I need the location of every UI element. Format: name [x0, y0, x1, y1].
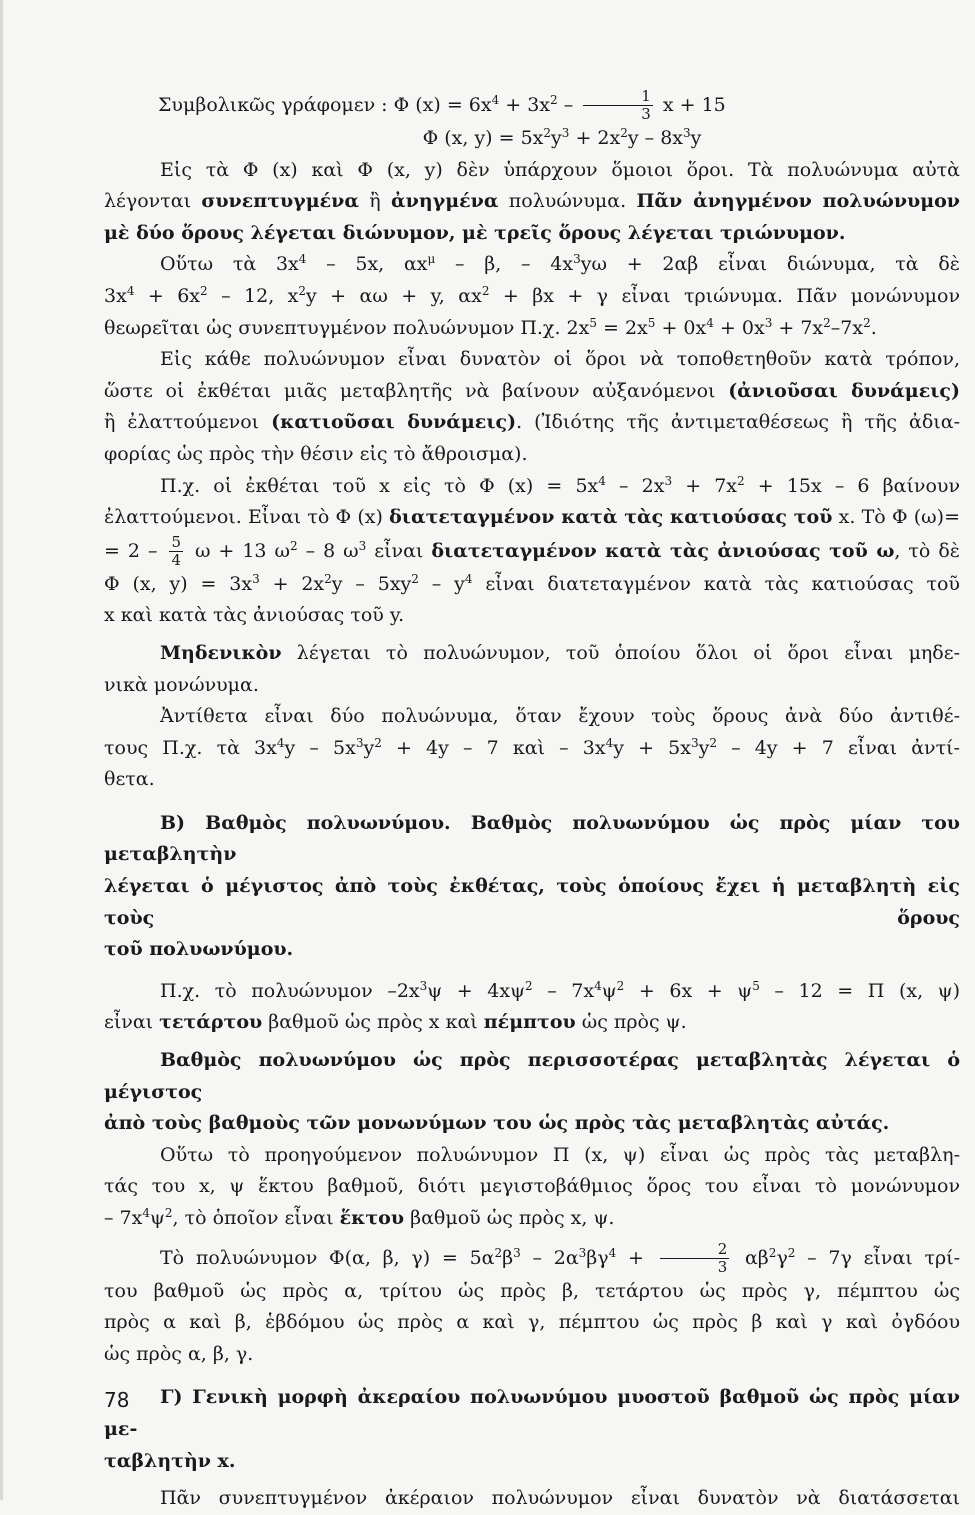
fraction-two-thirds: $\frac{2}{3}$: [660, 1241, 730, 1276]
section-b-degree: Β) Βαθμὸς πολυωνύμου. Βαθμὸς πολυωνύμου ὡς πρὸς μίαν του μεταβλητὴν λέγεται ὁ μέγιστος ἀπὸ τοὺς ἐκθέτας, τοὺς ὁποίους ἔχει ἡ μεταβλητὴ εἰς τοὺς ὅρους τοῦ πολυωνύμου.: [104, 811, 960, 961]
paragraph-degree-example: Π.χ. τὸ πολυώνυμον $-2x^3\psi + 4x\psi^2 - 7x^4\psi^2 + 6x + \psi^5 - 12 = \Pi$ (x, ψ) εἶναι τετάρτου βαθμοῦ ὡς πρὸς x καὶ πέμπτου ὡς πρὸς ψ.: [104, 978, 961, 1034]
page-edge-shadow: [0, 0, 3, 1500]
paragraph-phi-abc: Τὸ πολυώνυμον Φ(α, β, $\gamma) = 5\alpha^2\beta^3 - 2\alpha^3\beta\gamma^4$ + $\frac{2}{3}$ $\alpha\beta^2\gamma^2 - 7\gamma$ εἶναι τρί- του βαθμοῦ ὡς πρὸς α, τρίτου ὡς πρὸς β, τετάρτου ὡς πρὸς γ, πέμπτου ὡς πρὸς α καὶ β, ἑβδόμου ὡς πρὸς α καὶ γ, πέμπτου ὡς πρὸς β καὶ γ καὶ ὀγδόου ὡς πρὸς α, β, γ.: [104, 1239, 961, 1365]
paragraph-zero-polynomial: Μηδενικὸν λέγεται τὸ πολυώνυμον, τοῦ ὁποίου ὅλοι οἱ ὅροι εἶναι μηδε- νικὰ μονώνυμα.: [104, 641, 960, 696]
fraction-five-quarters: $\frac{5}{4}$: [171, 532, 181, 569]
formula-phi-x: Συμβολικῶς γράφομεν : Φ $(x) = 6x^4 + 3x^2$ – $\frac{1}{3}$ x + 15: [158, 87, 726, 123]
page-number: 78: [104, 1388, 130, 1412]
paragraph-general-form: Πᾶν συνεπτυγμένον ἀκέραιον πολυώνυμον εἶναι δυνατὸν νὰ διατάσσεται: [160, 1487, 960, 1510]
paragraph-binomials-trinomials: Οὕτω τὰ $3x^4 - 5x$, $\alpha x^\mu$ – β, – $4x^3y\omega + 2\alpha\beta$ εἶναι διώνυμα, τὰ δὲ $3x^4 + 6x^2 - 12$, $x^2y + \alpha\omega + y$, $\alpha x^2 + \beta x + \gamma$ εἶναι τριώνυμα. Πᾶν μονώνυμον θεωρεῖται ὡς συνεπτυγμένον πολυώνυμον Π.χ. $2x^5 = 2x^5 + 0x^4 + 0x^3 + 7x^2-7x^2$.: [104, 252, 960, 339]
paragraph-reduced-polynomials: Εἰς τὰ Φ (x) καὶ Φ (x, y) δὲν ὑπάρχουν ὅμοιοι ὅροι. Τὰ πολυώνυμα αὐτὰ λέγονται συνεπτυγμένα ἢ ἀνηγμένα πολυώνυμα. Πᾶν ἀνηγμένον πολυώνυμον μὲ δύο ὅρους λέγεται διώνυμον, μὲ τρεῖς ὅρους λέγεται τριώνυμον.: [104, 158, 960, 244]
paragraph-opposite-polynomials: Ἀντίθετα εἶναι δύο πολυώνυμα, ὅταν ἔχουν τοὺς ὅρους ἀνὰ δύο ἀντιθέ- τους Π.χ. τὰ $3x^4y - 5x^3y^2 + 4y - 7$ καὶ – $3x^4y + 5x^3y^2 - 4y + 7$ εἶναι ἀντί- θετα.: [104, 705, 960, 791]
paragraph-ordering: Εἰς κάθε πολυώνυμον εἶναι δυνατὸν οἱ ὅροι νὰ τοποθετηθοῦν κατὰ τρόπον, ὥστε οἱ ἐκθέται μιᾶς μεταβλητῆς νὰ βαίνουν αὐξανόμενοι (ἀνιοῦσαι δυνάμεις) ἢ ἐλαττούμενοι (κατιοῦσαι δυνάμεις). (Ἰδιότης τῆς ἀντιμεταθέσεως ἢ τῆς ἀδια- φορίας ὡς πρὸς τὴν θέσιν εἰς τὸ ἄθροισμα).: [104, 348, 960, 465]
fraction-one-third: $\frac{1}{3}$: [583, 88, 653, 123]
paragraph-degree-multivariable: Βαθμὸς πολυωνύμου ὡς πρὸς περισσοτέρας μεταβλητὰς λέγεται ὁ μέγιστος ἀπὸ τοὺς βαθμοὺς τῶν μονωνύμων του ὡς πρὸς τὰς μεταβλητὰς αὐτάς.: [104, 1049, 960, 1135]
section-c-general-form: Γ) Γενικὴ μορφὴ ἀκεραίου πολυωνύμου μυοστοῦ βαθμοῦ ὡς πρὸς μίαν με- ταβλητὴν x.: [104, 1386, 960, 1472]
paragraph-sixth-degree: Οὕτω τὸ προηγούμενον πολυώνυμον Π (x, ψ) εἶναι ὡς πρὸς τὰς μεταβλη- τάς του x, ψ ἕκτου βαθμοῦ, διότι μεγιστοβάθμιος ὅρος του εἶναι τὸ μονώνυμον – $7x^4\psi^2$, τὸ ὁποῖον εἶναι ἕκτου βαθμοῦ ὡς πρὸς x, ψ.: [104, 1143, 960, 1229]
paragraph-ordering-examples: Π.χ. οἱ ἐκθέται τοῦ x εἰς τὸ Φ $(x) = 5x^4 - 2x^3 + 7x^2 + 15x - 6$ βαίνουν ἐλαττούμενοι. Εἶναι τὸ Φ (x) διατεταγμένον κατὰ τὰς κατιούσας τοῦ x. Τὸ Φ (ω)= = 2 – $\frac{5}{4}$ ω + 13 $\omega^2 - 8$ $\omega^3$ εἶναι διατεταγμένον κατὰ τὰς ἀνιούσας τοῦ ω, τὸ δὲ Φ (x, $y) = 3x^3 + 2x^2y - 5xy^2 - y^4$ εἶναι διατεταγμένον κατὰ τὰς κατιούσας τοῦ x καὶ κατὰ τὰς ἀνιούσας τοῦ y.: [104, 473, 960, 627]
formula-phi-xy: Φ (x, $y) = 5x^2y^3 + 2x^2y - 8x^3y$: [422, 126, 702, 149]
page-body: [104, 88, 960, 1515]
